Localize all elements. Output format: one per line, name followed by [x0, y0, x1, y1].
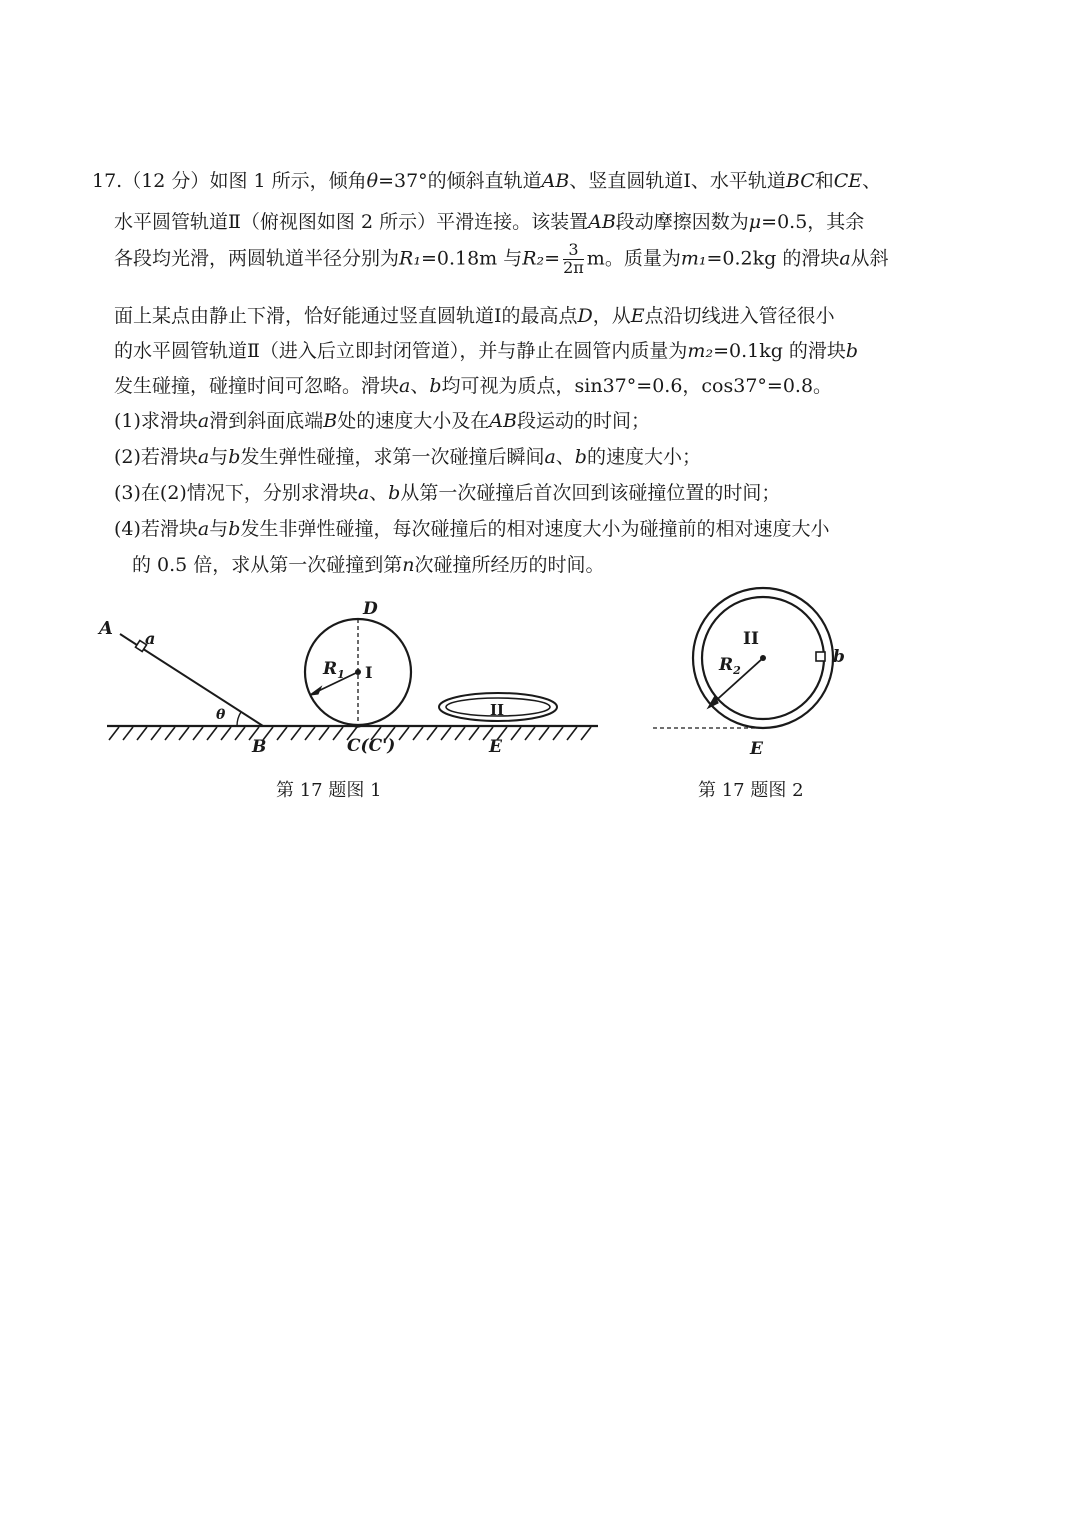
- label-b: b: [833, 647, 845, 667]
- problem-line-6: 发生碰撞，碰撞时间可忽略。滑块a、b均可视为质点，sin37°=0.6，cos37°=0.8。: [114, 375, 833, 397]
- problem-line-5: 的水平圆管轨道Ⅱ（进入后立即封闭管道），并与静止在圆管内质量为m₂=0.1kg 的滑块b: [114, 340, 859, 362]
- label-A: A: [99, 618, 113, 639]
- label-E: E: [750, 739, 763, 759]
- label-C: C(C'): [347, 736, 396, 756]
- question-1: (1)求滑块a滑到斜面底端B处的速度大小及在AB段运动的时间；: [114, 410, 650, 432]
- radius-r1-arrowhead: [310, 687, 321, 695]
- figure-2-caption: 第 17 题图 2: [698, 780, 804, 801]
- problem-line-2: 水平圆管轨道Ⅱ（俯视图如图 2 所示）平滑连接。该装置AB段动摩擦因数为μ=0.5，其余: [114, 211, 865, 233]
- label-a: a: [145, 629, 156, 648]
- question-4-cont: 的 0.5 倍，求从第一次碰撞到第n次碰撞所经历的时间。: [132, 554, 605, 576]
- theta-arc: [237, 712, 241, 726]
- problem-line-1: 17.（12 分）如图 1 所示，倾角θ=37°的倾斜直轨道AB、竖直圆轨道Ⅰ、水平轨道BC和CE、: [92, 170, 882, 192]
- label-D: D: [363, 599, 378, 619]
- label-R2: $R_2$: [719, 655, 741, 677]
- label-R1: $R_1$: [323, 659, 345, 681]
- label-theta: θ: [216, 707, 226, 723]
- problem-line-3: 各段均光滑，两圆轨道半径分别为R₁=0.18m 与R₂= $\frac{3}{2\pi}$ m。质量为m₁=0.2kg 的滑块a从斜: [114, 240, 889, 277]
- label-II: II: [743, 629, 759, 649]
- figure-1: [95, 590, 610, 765]
- slider-b: [816, 652, 825, 661]
- problem-line-4: 面上某点由静止下滑，恰好能通过竖直圆轨道Ⅰ的最高点D，从E点沿切线进入管径很小: [114, 305, 835, 327]
- label-B: B: [252, 737, 267, 757]
- fraction-r2: $\frac{3}{2\pi}$: [563, 240, 584, 277]
- question-4: (4)若滑块a与b发生非弹性碰撞，每次碰撞后的相对速度大小为碰撞前的相对速度大小: [114, 518, 830, 540]
- problem-number: 17.: [92, 170, 123, 192]
- figure-2: [645, 582, 855, 762]
- label-I: I: [365, 663, 373, 682]
- label-II: II: [490, 701, 505, 719]
- figure-1-caption: 第 17 题图 1: [276, 780, 382, 801]
- label-E: E: [489, 737, 502, 757]
- question-2: (2)若滑块a与b发生弹性碰撞，求第一次碰撞后瞬间a、b的速度大小；: [114, 446, 701, 468]
- question-3: (3)在(2)情况下，分别求滑块a、b从第一次碰撞后首次回到该碰撞位置的时间；: [114, 482, 781, 504]
